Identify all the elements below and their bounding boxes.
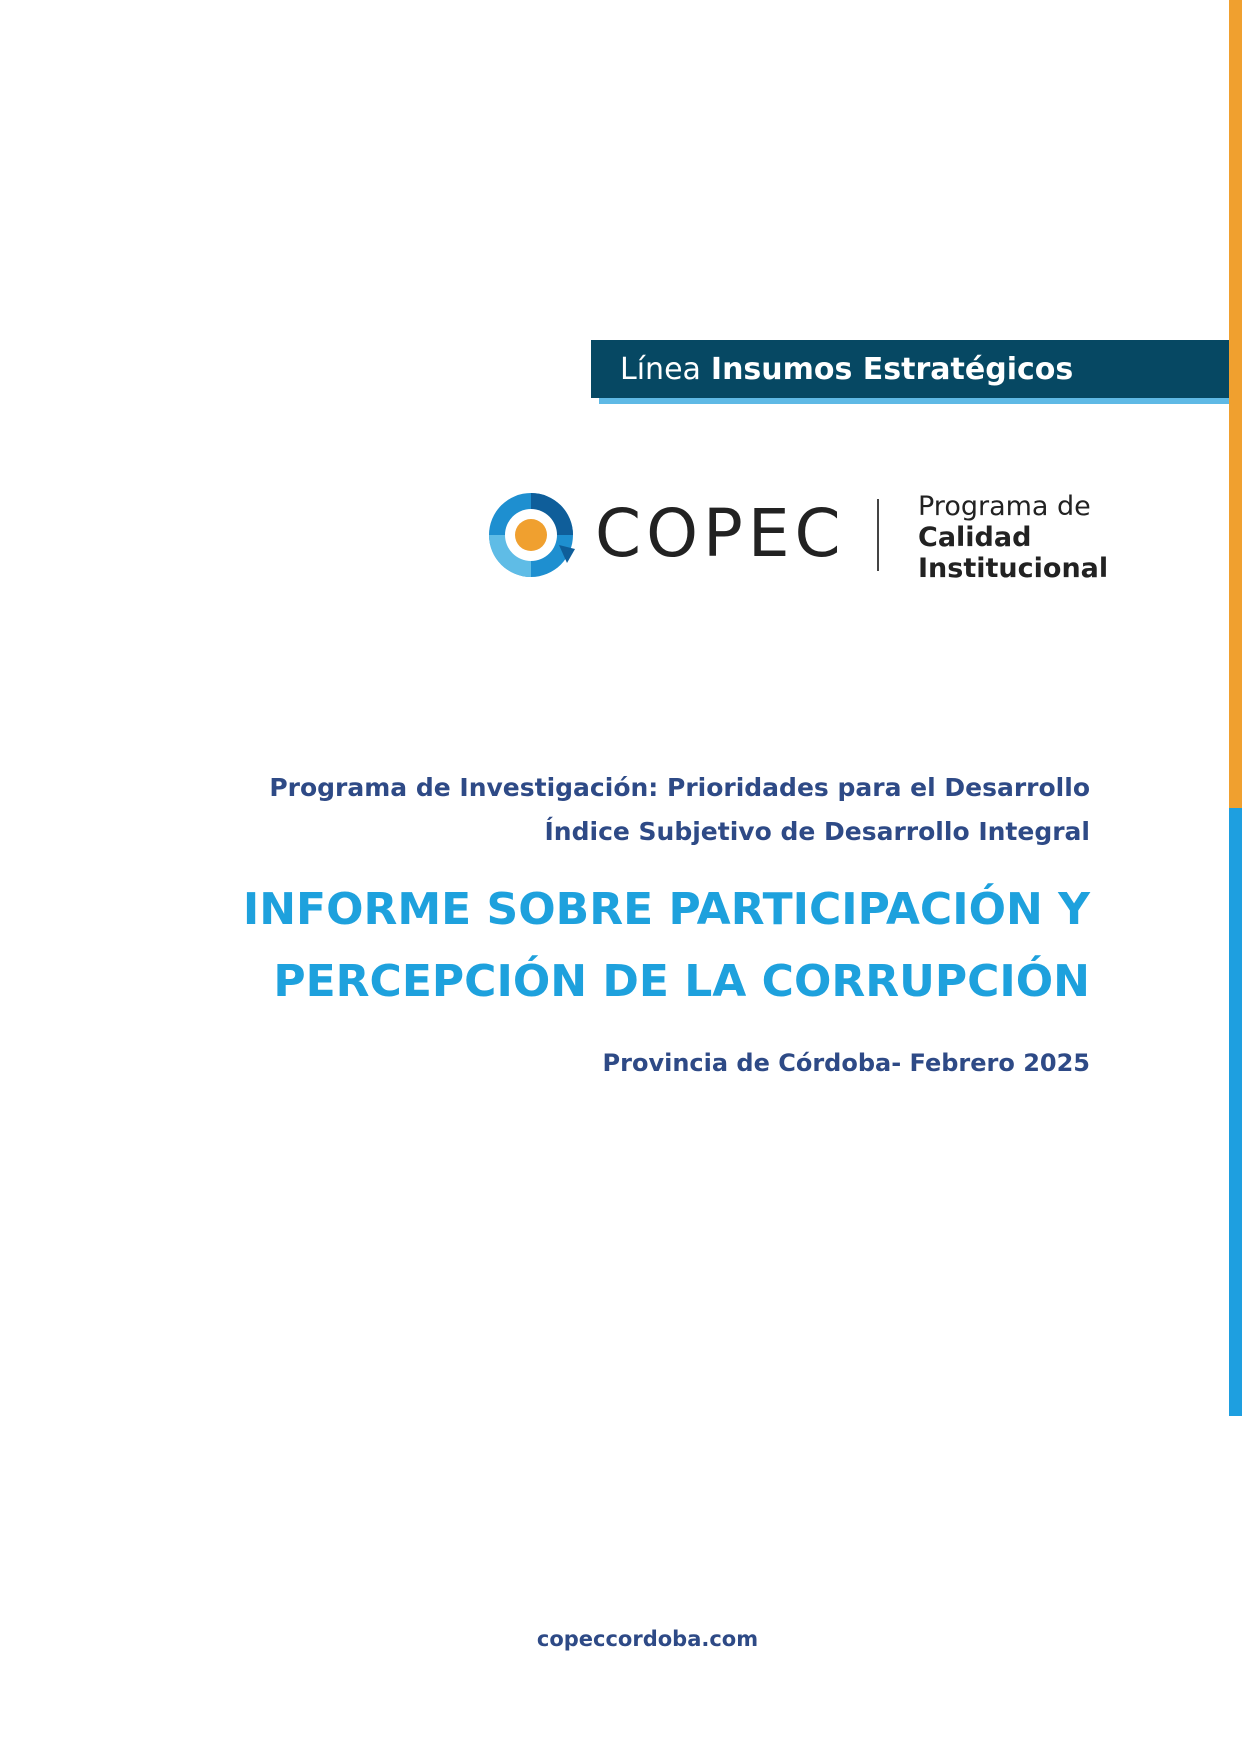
edge-accent-blue (1229, 808, 1242, 1416)
logo-program-line1: Programa de (918, 491, 1091, 522)
copec-emblem-icon (485, 489, 577, 581)
footer-website-link[interactable]: copeccordoba.com (536, 1627, 759, 1651)
logo-divider (877, 499, 879, 571)
banner-title: Insumos Estratégicos (710, 351, 1074, 387)
research-index: Índice Subjetivo de Desarrollo Integral (544, 817, 1090, 846)
line-banner (591, 340, 1229, 398)
logo-program-name (918, 491, 1108, 584)
report-title-line2: PERCEPCIÓN DE LA CORRUPCIÓN (273, 956, 1090, 1007)
report-title-line1: INFORME SOBRE PARTICIPACIÓN Y (242, 884, 1090, 935)
logo-program-line2: Calidad (918, 522, 1032, 553)
research-program: Programa de Investigación: Prioridades para el Desarrollo (269, 773, 1090, 802)
edge-accent-orange (1229, 0, 1242, 808)
banner-prefix: Línea (620, 351, 701, 387)
report-title (243, 874, 1090, 1018)
banner-underline (599, 398, 1229, 404)
report-location-date: Provincia de Córdoba- Febrero 2025 (602, 1049, 1090, 1077)
research-subtitle (269, 766, 1090, 854)
logo-program-line3: Institucional (918, 553, 1109, 584)
copec-logo (482, 483, 1109, 587)
logo-wordmark: COPEC (595, 495, 846, 572)
